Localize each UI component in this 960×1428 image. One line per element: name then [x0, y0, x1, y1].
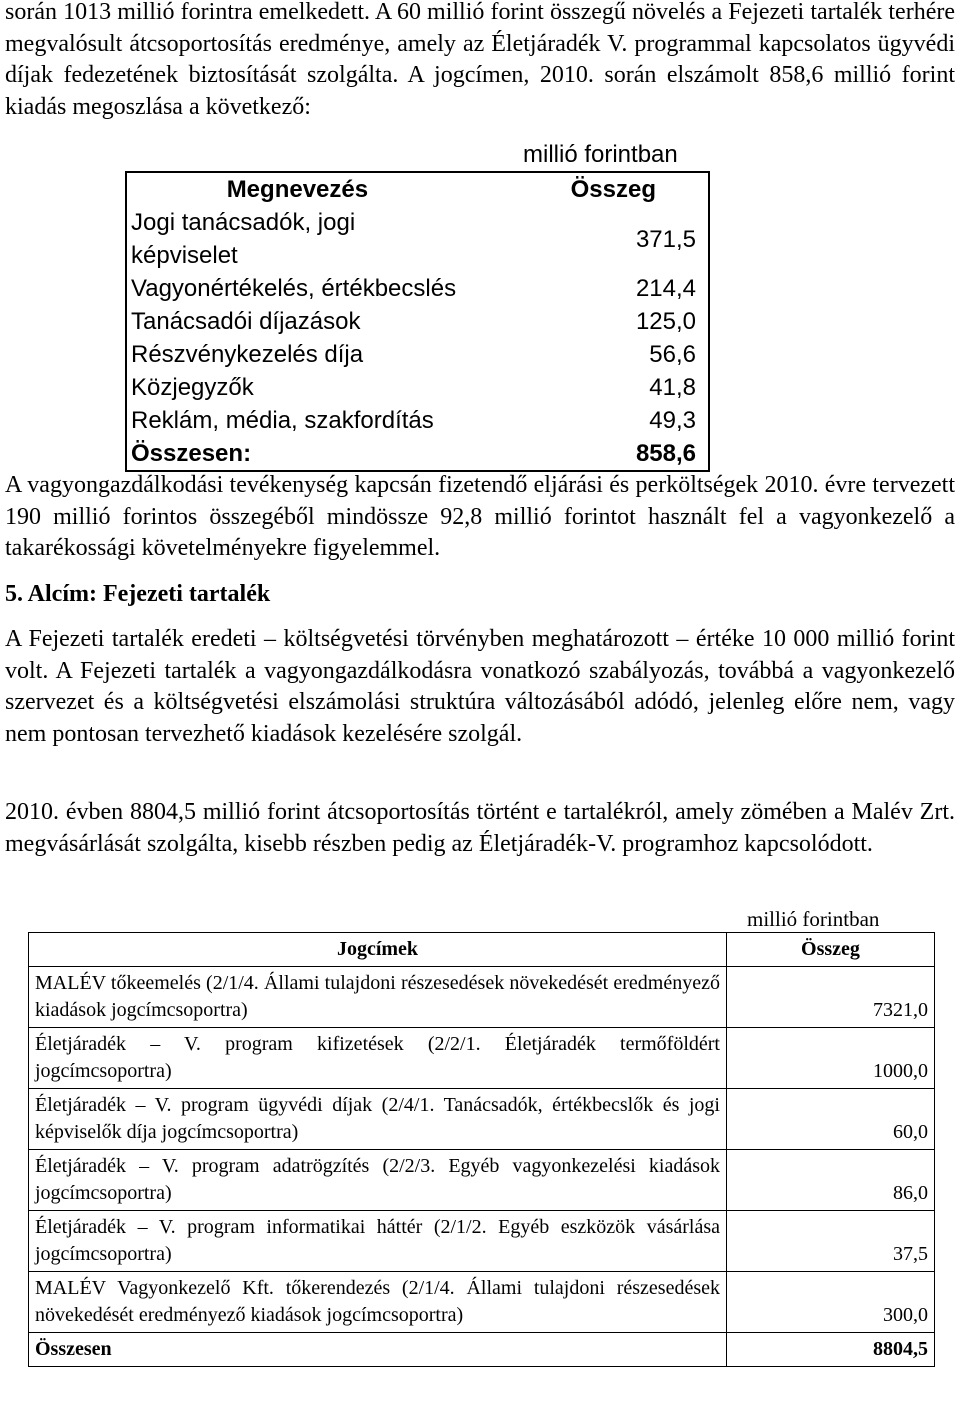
row-amount: 125,0: [635, 308, 696, 335]
table-row: [29, 1028, 935, 1089]
table-header-row: [29, 933, 935, 967]
row-amount: 56,6: [649, 341, 696, 368]
table-row: [126, 305, 709, 338]
column-header-title: Jogcímek: [29, 933, 727, 967]
row-title: Életjáradék – V. program kifizetések (2/2/1. Életjáradék termőföldért jogcímcsoportra): [29, 1028, 727, 1089]
row-amount: 49,3: [649, 407, 696, 434]
total-label: Összesen: [29, 1333, 727, 1367]
section-heading: 5. Alcím: Fejezeti tartalék: [5, 581, 271, 607]
table-row: [29, 1211, 935, 1272]
table-row: [29, 967, 935, 1028]
row-title: Életjáradék – V. program adatrögzítés (2/2/3. Egyéb vagyonkezelési kiadások jogcímcsoportra): [29, 1150, 727, 1211]
column-header-amount: Összeg: [570, 176, 656, 203]
reallocation-table: [28, 932, 935, 1367]
table-row: [29, 1150, 935, 1211]
row-amount: 300,0: [727, 1272, 935, 1333]
row-amount: 214,4: [635, 275, 696, 302]
table-total-row: [126, 437, 709, 471]
expense-breakdown-table: [125, 171, 710, 472]
row-amount: 60,0: [727, 1089, 935, 1150]
table-row: [126, 206, 709, 272]
table-header-row: [126, 172, 709, 206]
row-amount: 86,0: [727, 1150, 935, 1211]
procedural-costs-paragraph: A vagyongazdálkodási tevékenység kapcsán fizetendő eljárási és perköltségek 2010. évre tervezett 190 millió forintos összegéből mindössze 92,8 millió forintot használt fel a vagyonkezelő a takarékossági követelményekre figyelemmel.: [5, 472, 955, 561]
table1-unit-label: millió forintban: [523, 141, 678, 168]
table-row: [126, 338, 709, 371]
table-row: [126, 371, 709, 404]
intro-paragraph: során 1013 millió forintra emelkedett. A 60 millió forint összegű növelés a Fejezeti tartalék terhére megvalósult átcsoportosítás eredménye, amely az Életjáradék V. programmal kapcsolatos ügyvédi díjak fedezetének biztosítását szolgálta. A jogcímen, 2010. során elszámolt 858,6 millió forint kiadás megoszlása a következő:: [5, 0, 955, 120]
column-header-amount: Összeg: [727, 933, 935, 967]
row-title: MALÉV Vagyonkezelő Kft. tőkerendezés (2/1/4. Állami tulajdoni részesedések növekedését eredményező kiadások jogcímcsoportra): [29, 1272, 727, 1333]
column-header-name: Megnevezés: [226, 176, 369, 203]
row-amount: 371,5: [635, 225, 696, 253]
table-row: [126, 404, 709, 437]
table-row: [29, 1272, 935, 1333]
table-total-row: [29, 1333, 935, 1367]
total-amount: 8804,5: [727, 1333, 935, 1367]
row-title: Életjáradék – V. program ügyvédi díjak (2/4/1. Tanácsadók, értékbecslők és jogi képviselők díja jogcímcsoportra): [29, 1089, 727, 1150]
row-amount: 1000,0: [727, 1028, 935, 1089]
table2-unit-label: millió forintban: [747, 907, 880, 931]
row-title: MALÉV tőkeemelés (2/1/4. Állami tulajdoni részesedések növekedését eredményező kiadások jogcímcsoportra): [29, 967, 727, 1028]
row-name: Tanácsadói díjazások: [131, 308, 361, 335]
row-amount: 37,5: [727, 1211, 935, 1272]
row-amount: 41,8: [649, 374, 696, 401]
reserve-paragraph: A Fejezeti tartalék eredeti – költségvetési törvényben meghatározott – értéke 10 000 millió forint volt. A Fejezeti tartalék a vagyongazdálkodásra vonatkozó szabályozás, továbbá a vagyonkezelő szervezet és a költségvetési elszámolási struktúra változásából adódó, jelenleg előre nem, vagy nem pontosan tervezhető kiadások kezelésére szolgál.: [5, 626, 955, 747]
row-name: Jogi tanácsadók, jogi képviselet: [131, 209, 356, 269]
table-row: [126, 272, 709, 305]
total-label: Összesen:: [131, 440, 252, 467]
row-title: Életjáradék – V. program informatikai háttér (2/1/2. Egyéb eszközök vásárlása jogcímcsoportra): [29, 1211, 727, 1272]
row-name: Részvénykezelés díja: [131, 341, 364, 368]
reallocation-paragraph: 2010. évben 8804,5 millió forint átcsoportosítás történt e tartalékról, amely zömében a Malév Zrt. megvásárlását szolgálta, kisebb részben pedig az Életjáradék-V. programhoz kapcsolódott.: [5, 799, 955, 857]
row-name: Közjegyzők: [131, 374, 254, 401]
row-amount: 7321,0: [727, 967, 935, 1028]
row-name: Reklám, média, szakfordítás: [131, 407, 434, 434]
table-row: [29, 1089, 935, 1150]
total-amount: 858,6: [635, 440, 696, 467]
row-name: Vagyonértékelés, értékbecslés: [131, 275, 457, 302]
